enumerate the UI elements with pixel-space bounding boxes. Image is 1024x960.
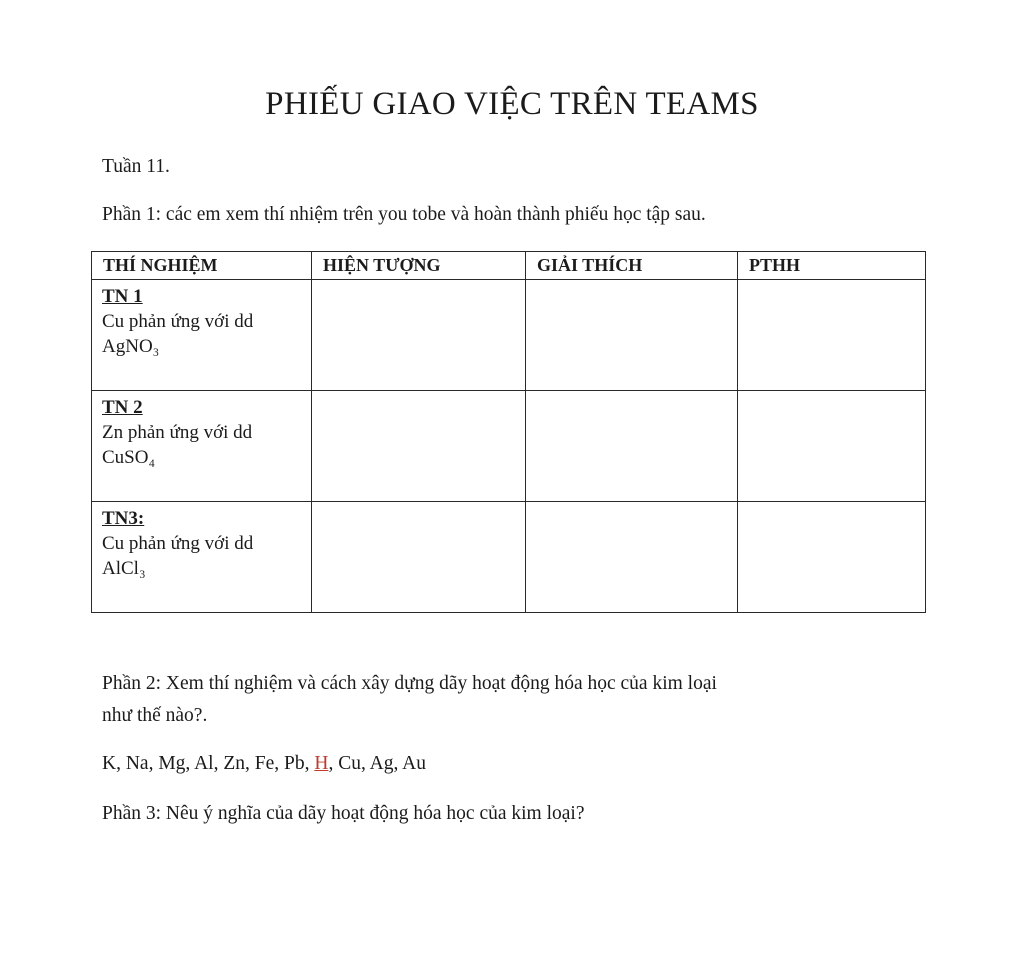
part3-instruction: Phần 3: Nêu ý nghĩa của dãy hoạt động hóa học của kim loại? (102, 803, 585, 824)
table-row (92, 391, 926, 502)
experiment-cell (92, 502, 312, 613)
worksheet-table (91, 251, 926, 613)
table-row (92, 502, 926, 613)
experiment-tag: TN 1 (102, 286, 143, 307)
table-row (92, 280, 926, 391)
table-header-row (92, 252, 926, 280)
equation-cell[interactable] (738, 280, 926, 391)
phenomenon-cell[interactable] (312, 391, 526, 502)
week-label: Tuần 11. (102, 156, 170, 177)
experiment-tag: TN3: (102, 508, 145, 529)
experiment-description: Cu phản ứng với dd (102, 311, 254, 332)
experiment-reagent: AgNO₃ (102, 336, 160, 357)
header-explanation: GIẢI THÍCH (526, 252, 738, 280)
phenomenon-cell[interactable] (312, 502, 526, 613)
experiment-reagent: AlCl₃ (102, 558, 146, 579)
page-title: PHIẾU GIAO VIỆC TRÊN TEAMS (265, 86, 759, 122)
equation-cell[interactable] (738, 502, 926, 613)
part2-instruction: Phần 2: Xem thí nghiệm và cách xây dựng dãy hoạt động hóa học của kim loại (102, 673, 717, 694)
header-phenomenon: HIỆN TƯỢNG (312, 252, 526, 280)
experiment-cell (92, 391, 312, 502)
explanation-cell[interactable] (526, 502, 738, 613)
experiment-description: Cu phản ứng với dd (102, 533, 254, 554)
experiment-tag: TN 2 (102, 397, 143, 418)
part2-instruction-continued: như thế nào?. (102, 705, 208, 726)
hydrogen-highlight: H (314, 753, 329, 774)
phenomenon-cell[interactable] (312, 280, 526, 391)
explanation-cell[interactable] (526, 391, 738, 502)
equation-cell[interactable] (738, 391, 926, 502)
header-experiment: THÍ NGHIỆM (92, 252, 312, 280)
activity-series (102, 753, 426, 775)
part1-instruction: Phần 1: các em xem thí nhiệm trên you tobe và hoàn thành phiếu học tập sau. (102, 204, 706, 225)
activity-series-start: K, Na, Mg, Al, Zn, Fe, Pb, (102, 753, 315, 774)
explanation-cell[interactable] (526, 280, 738, 391)
experiment-description: Zn phản ứng với dd (102, 422, 253, 443)
header-equation: PTHH (738, 252, 926, 280)
activity-series-end: , Cu, Ag, Au (328, 753, 426, 774)
experiment-reagent: CuSO₄ (102, 447, 156, 468)
experiment-cell (92, 280, 312, 391)
